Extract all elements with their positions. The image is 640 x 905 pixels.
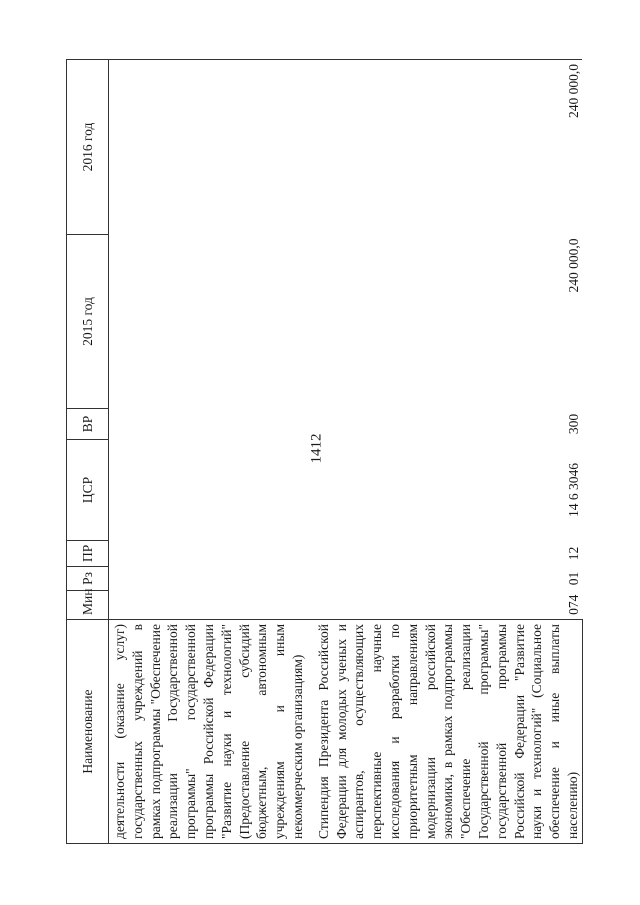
page-number: 1412 — [308, 433, 325, 464]
header-csr: ЦСР — [67, 440, 109, 541]
row-name-cell: Стипендия Президента Российской Федерации для молодых ученых и аспирантов, осуществляющих перспективные научные исследования и разработки по приоритетным направлениям модернизации российской экономики, в рамках подпрограммы "Обеспечение реализации Государственной программы" государственной программы Российской Федерации "Развитие науки и технологий" (Социальное обеспечение и иные выплаты населению) — [307, 620, 582, 844]
header-rz: Рз — [67, 567, 109, 591]
table-row — [109, 60, 307, 844]
header-min: Мин — [67, 591, 109, 620]
row-csr-cell: 14 6 3046 — [566, 463, 582, 517]
row-name-cell: деятельности (оказание услуг) государственных учреждений в рамках подпрограммы "Обеспечение реализации Государственной программы" государственной программы Российской Федерации "Развитие науки и технологий" (Предоставление субсидий бюджетным, автономным учреждениям и иным некоммерческим организациям) — [109, 620, 307, 844]
row-2016-cell: 240 000,0 — [307, 60, 582, 235]
header-2015: 2015 год — [67, 235, 109, 409]
row-2016-cell — [109, 60, 307, 235]
row-pr-cell: 12 — [566, 546, 582, 561]
row-rz-cell — [109, 567, 307, 591]
header-2016: 2016 год — [67, 60, 109, 235]
row-rz-cell: 01 — [566, 571, 582, 586]
row-min-cell: 074 — [566, 594, 582, 615]
header-vr: ВР — [67, 409, 109, 440]
header-name: Наименование — [67, 620, 109, 844]
row-2015-cell: 240 000,0 — [566, 238, 582, 293]
rotated-page — [66, 60, 582, 844]
row-pr-cell — [109, 541, 307, 567]
row-min-cell — [109, 591, 307, 620]
table-row — [307, 60, 582, 844]
row-2015-cell — [109, 235, 307, 409]
table-header-row — [67, 60, 109, 844]
header-pr: ПР — [67, 541, 109, 567]
budget-table — [66, 59, 583, 844]
row-vr-cell — [109, 409, 307, 440]
row-vr-cell: 300 — [566, 413, 582, 435]
row-csr-cell — [109, 440, 307, 541]
